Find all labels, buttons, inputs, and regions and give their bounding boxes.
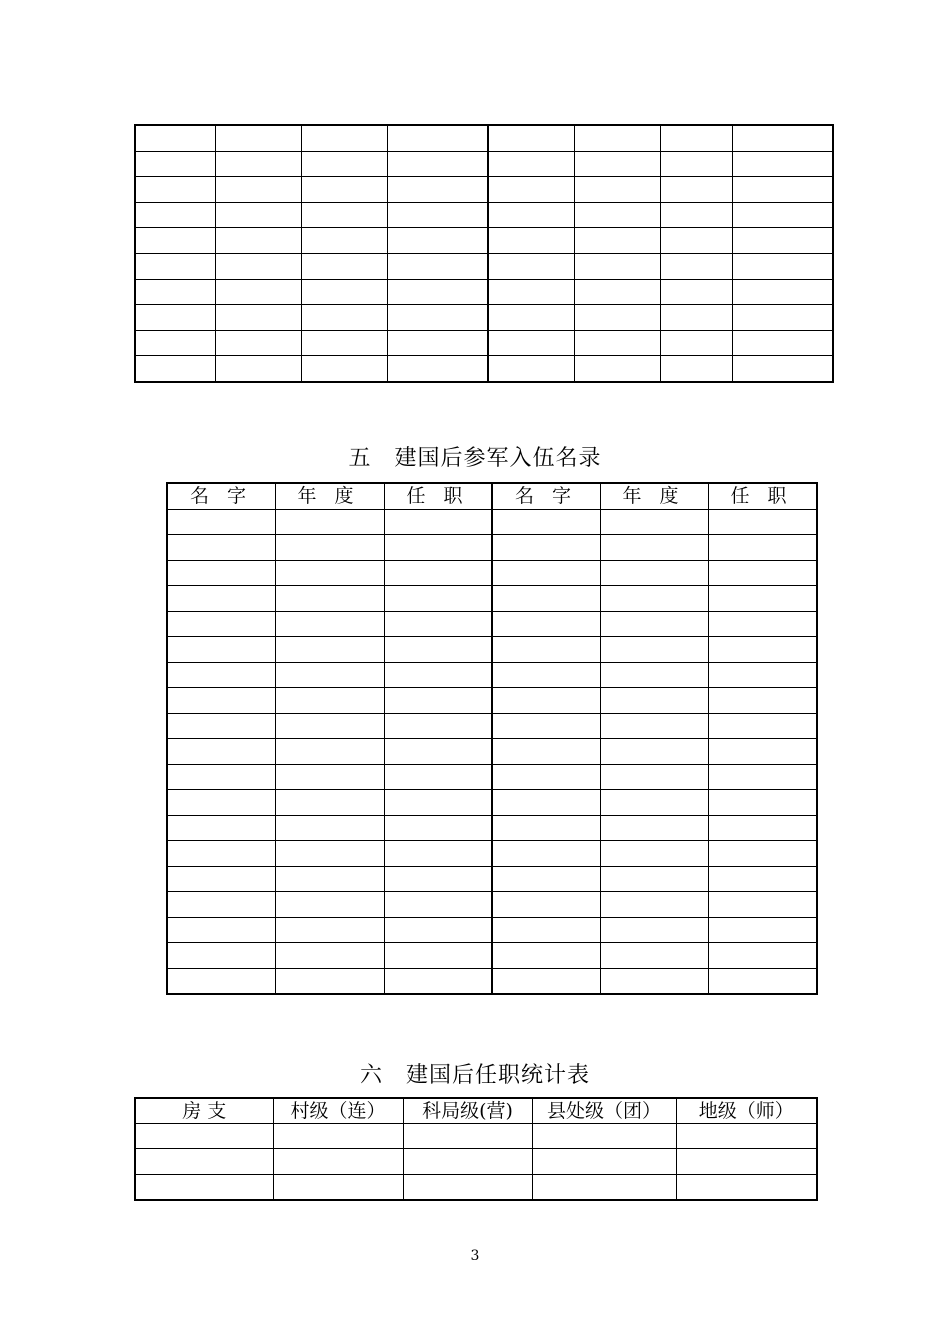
table-cell: [600, 968, 708, 994]
table-cell: [708, 866, 817, 892]
table-cell: [275, 688, 384, 714]
table-cell: [708, 841, 817, 867]
table-cell: [215, 330, 301, 356]
table-cell: [733, 202, 833, 228]
table-cell: [384, 790, 492, 816]
table-cell: [384, 509, 492, 535]
table-cell: [167, 535, 275, 561]
table-cell: [167, 764, 275, 790]
table-row: [167, 662, 817, 688]
header-cell-position: 任 职: [384, 483, 492, 509]
table-cell: [708, 611, 817, 637]
table-cell: [492, 815, 600, 841]
table-cell: [733, 151, 833, 177]
table-cell: [275, 917, 384, 943]
table-cell: [574, 253, 660, 279]
table-cell: [275, 815, 384, 841]
table-cell: [275, 892, 384, 918]
table-cell: [532, 1149, 676, 1174]
table-cell: [388, 228, 488, 254]
table-cell: [488, 228, 574, 254]
table-cell: [135, 1174, 273, 1200]
table-row: [167, 943, 817, 969]
table-cell: [733, 279, 833, 305]
table-cell: [135, 305, 215, 331]
table-cell: [135, 356, 215, 382]
table-cell: [215, 279, 301, 305]
header-cell-county-level: 县处级（团）: [532, 1098, 676, 1124]
table-cell: [388, 253, 488, 279]
table-row: [135, 125, 833, 151]
section-title-military-enlistment: 五 建国后参军入伍名录: [348, 446, 602, 471]
table-cell: [388, 125, 488, 151]
table-cell: [215, 125, 301, 151]
table-row: [135, 1124, 817, 1149]
table-cell: [708, 637, 817, 663]
table-cell: [167, 790, 275, 816]
table-cell: [492, 535, 600, 561]
table-cell: [215, 151, 301, 177]
table-cell: [135, 1149, 273, 1174]
table-cell: [388, 151, 488, 177]
table-cell: [600, 560, 708, 586]
table-cell: [574, 279, 660, 305]
table-cell: [167, 892, 275, 918]
table-cell: [167, 611, 275, 637]
table-cell: [167, 713, 275, 739]
table-cell: [167, 560, 275, 586]
table-cell: [388, 305, 488, 331]
table-cell: [167, 815, 275, 841]
table-cell: [660, 305, 732, 331]
table-cell: [275, 790, 384, 816]
table-cell: [492, 866, 600, 892]
table-cell: [135, 177, 215, 203]
table-cell: [388, 202, 488, 228]
table-cell: [301, 151, 387, 177]
table-cell: [600, 637, 708, 663]
table-row: [135, 228, 833, 254]
header-cell-position: 任 职: [708, 483, 817, 509]
table-cell: [384, 739, 492, 765]
table-cell: [660, 279, 732, 305]
table-cell: [275, 662, 384, 688]
table-cell: [676, 1124, 817, 1149]
military-enlistment-table: [166, 482, 818, 995]
table-cell: [574, 125, 660, 151]
table-cell: [273, 1124, 403, 1149]
table-cell: [273, 1149, 403, 1174]
table-cell: [275, 637, 384, 663]
table-cell: [660, 202, 732, 228]
table-cell: [532, 1174, 676, 1200]
position-statistics-table: [134, 1097, 818, 1201]
table-cell: [492, 586, 600, 612]
table-cell: [301, 279, 387, 305]
table-cell: [301, 228, 387, 254]
table-cell: [215, 177, 301, 203]
table-cell: [660, 125, 732, 151]
table-cell: [403, 1124, 532, 1149]
table-cell: [215, 305, 301, 331]
table-cell: [167, 943, 275, 969]
table-cell: [574, 202, 660, 228]
table-cell: [492, 611, 600, 637]
table-cell: [215, 202, 301, 228]
table-cell: [492, 688, 600, 714]
table-cell: [574, 151, 660, 177]
table-cell: [167, 509, 275, 535]
table-cell: [600, 815, 708, 841]
table-cell: [733, 228, 833, 254]
table-cell: [733, 330, 833, 356]
table-cell: [733, 356, 833, 382]
table-cell: [384, 560, 492, 586]
table-cell: [167, 968, 275, 994]
table-cell: [492, 790, 600, 816]
table-cell: [135, 279, 215, 305]
table-cell: [403, 1149, 532, 1174]
page-number: 3: [470, 1248, 480, 1264]
table-header-row: [167, 483, 817, 509]
table-cell: [275, 713, 384, 739]
table-cell: [492, 713, 600, 739]
table-cell: [384, 866, 492, 892]
table-row: [167, 688, 817, 714]
header-cell-section-level: 科局级(营): [403, 1098, 532, 1124]
table-cell: [574, 228, 660, 254]
table-cell: [708, 535, 817, 561]
table-cell: [384, 764, 492, 790]
table-row: [167, 739, 817, 765]
table-cell: [215, 228, 301, 254]
table-cell: [384, 917, 492, 943]
table-cell: [301, 177, 387, 203]
table-cell: [488, 177, 574, 203]
table-cell: [708, 764, 817, 790]
header-cell-branch: 房 支: [135, 1098, 273, 1124]
table-cell: [660, 228, 732, 254]
table-cell: [215, 356, 301, 382]
table-cell: [600, 764, 708, 790]
table-cell: [135, 228, 215, 254]
table-cell: [708, 892, 817, 918]
table-cell: [273, 1174, 403, 1200]
table-cell: [275, 866, 384, 892]
table-cell: [492, 509, 600, 535]
table-cell: [301, 202, 387, 228]
table-cell: [600, 866, 708, 892]
table-cell: [708, 688, 817, 714]
table-cell: [275, 611, 384, 637]
table-cell: [275, 509, 384, 535]
table-cell: [135, 330, 215, 356]
table-cell: [600, 509, 708, 535]
table-cell: [600, 662, 708, 688]
table-row: [167, 637, 817, 663]
table-row: [135, 253, 833, 279]
table-row: [167, 713, 817, 739]
table-cell: [660, 151, 732, 177]
table-cell: [600, 739, 708, 765]
header-cell-year: 年 度: [275, 483, 384, 509]
table-cell: [384, 968, 492, 994]
section-title-position-statistics: 六 建国后任职统计表: [359, 1063, 590, 1088]
table-row: [135, 279, 833, 305]
table-cell: [275, 586, 384, 612]
table-cell: [488, 151, 574, 177]
table-cell: [275, 535, 384, 561]
table-row: [167, 815, 817, 841]
table-row: [167, 790, 817, 816]
table-row: [135, 356, 833, 382]
header-cell-year: 年 度: [600, 483, 708, 509]
table-cell: [488, 125, 574, 151]
table-cell: [708, 790, 817, 816]
table-cell: [660, 177, 732, 203]
table-cell: [388, 279, 488, 305]
table-cell: [275, 968, 384, 994]
table-cell: [492, 968, 600, 994]
table-cell: [492, 662, 600, 688]
table-cell: [301, 356, 387, 382]
table-row: [167, 968, 817, 994]
table-cell: [388, 330, 488, 356]
table-cell: [488, 279, 574, 305]
table-row: [167, 764, 817, 790]
table-cell: [135, 253, 215, 279]
table-cell: [167, 841, 275, 867]
table-cell: [167, 662, 275, 688]
table-row: [167, 866, 817, 892]
table-cell: [708, 739, 817, 765]
table-cell: [488, 356, 574, 382]
table-row: [135, 330, 833, 356]
table-row: [167, 917, 817, 943]
table-cell: [600, 841, 708, 867]
table-cell: [488, 253, 574, 279]
table-cell: [384, 815, 492, 841]
table-cell: [384, 662, 492, 688]
table-cell: [600, 892, 708, 918]
table-cell: [708, 968, 817, 994]
table-cell: [167, 917, 275, 943]
table-cell: [574, 177, 660, 203]
table-cell: [135, 125, 215, 151]
table-cell: [708, 917, 817, 943]
table-cell: [384, 611, 492, 637]
table-cell: [574, 356, 660, 382]
table-cell: [600, 917, 708, 943]
table-cell: [708, 713, 817, 739]
table-row: [167, 841, 817, 867]
table-cell: [600, 688, 708, 714]
table-cell: [384, 637, 492, 663]
table-cell: [600, 943, 708, 969]
table-cell: [488, 202, 574, 228]
table-cell: [708, 586, 817, 612]
table-cell: [708, 943, 817, 969]
table-cell: [708, 662, 817, 688]
table-row: [167, 535, 817, 561]
table-cell: [275, 739, 384, 765]
table-cell: [492, 764, 600, 790]
table-cell: [708, 509, 817, 535]
table-cell: [708, 560, 817, 586]
table-cell: [492, 560, 600, 586]
table-cell: [384, 943, 492, 969]
table-row: [135, 305, 833, 331]
table-cell: [301, 253, 387, 279]
table-cell: [488, 330, 574, 356]
table-cell: [135, 202, 215, 228]
header-cell-village-level: 村级（连）: [273, 1098, 403, 1124]
header-cell-name: 名 字: [167, 483, 275, 509]
table-cell: [167, 739, 275, 765]
table-row: [167, 586, 817, 612]
table-cell: [403, 1174, 532, 1200]
table-cell: [492, 917, 600, 943]
table-cell: [275, 560, 384, 586]
table-cell: [301, 305, 387, 331]
table-cell: [600, 790, 708, 816]
table-cell: [275, 841, 384, 867]
header-cell-name: 名 字: [492, 483, 600, 509]
table-cell: [135, 151, 215, 177]
continued-table: [134, 124, 834, 383]
table-cell: [492, 637, 600, 663]
table-cell: [488, 305, 574, 331]
table-row: [135, 1149, 817, 1174]
table-cell: [388, 356, 488, 382]
table-cell: [600, 611, 708, 637]
table-cell: [301, 125, 387, 151]
table-cell: [135, 1124, 273, 1149]
table-row: [135, 1174, 817, 1200]
table-row: [135, 177, 833, 203]
table-cell: [384, 688, 492, 714]
table-cell: [574, 305, 660, 331]
table-cell: [532, 1124, 676, 1149]
table-cell: [600, 713, 708, 739]
table-row: [135, 202, 833, 228]
table-cell: [492, 739, 600, 765]
table-row: [135, 151, 833, 177]
table-cell: [660, 253, 732, 279]
table-row: [167, 892, 817, 918]
table-cell: [708, 815, 817, 841]
table-cell: [384, 586, 492, 612]
table-cell: [215, 253, 301, 279]
table-cell: [600, 535, 708, 561]
table-cell: [492, 943, 600, 969]
table-row: [167, 611, 817, 637]
table-header-row: [135, 1098, 817, 1124]
table-cell: [660, 356, 732, 382]
table-cell: [384, 535, 492, 561]
table-cell: [676, 1174, 817, 1200]
table-cell: [167, 688, 275, 714]
table-cell: [600, 586, 708, 612]
table-cell: [733, 305, 833, 331]
table-cell: [384, 892, 492, 918]
table-cell: [167, 586, 275, 612]
table-cell: [676, 1149, 817, 1174]
table-cell: [167, 866, 275, 892]
table-row: [167, 509, 817, 535]
table-cell: [492, 892, 600, 918]
table-cell: [388, 177, 488, 203]
table-cell: [167, 637, 275, 663]
table-cell: [733, 177, 833, 203]
table-row: [167, 560, 817, 586]
table-cell: [275, 943, 384, 969]
table-cell: [301, 330, 387, 356]
table-cell: [733, 125, 833, 151]
table-cell: [574, 330, 660, 356]
table-cell: [275, 764, 384, 790]
table-cell: [660, 330, 732, 356]
table-cell: [384, 713, 492, 739]
table-cell: [492, 841, 600, 867]
header-cell-prefecture-level: 地级（师）: [676, 1098, 817, 1124]
table-cell: [733, 253, 833, 279]
table-cell: [384, 841, 492, 867]
